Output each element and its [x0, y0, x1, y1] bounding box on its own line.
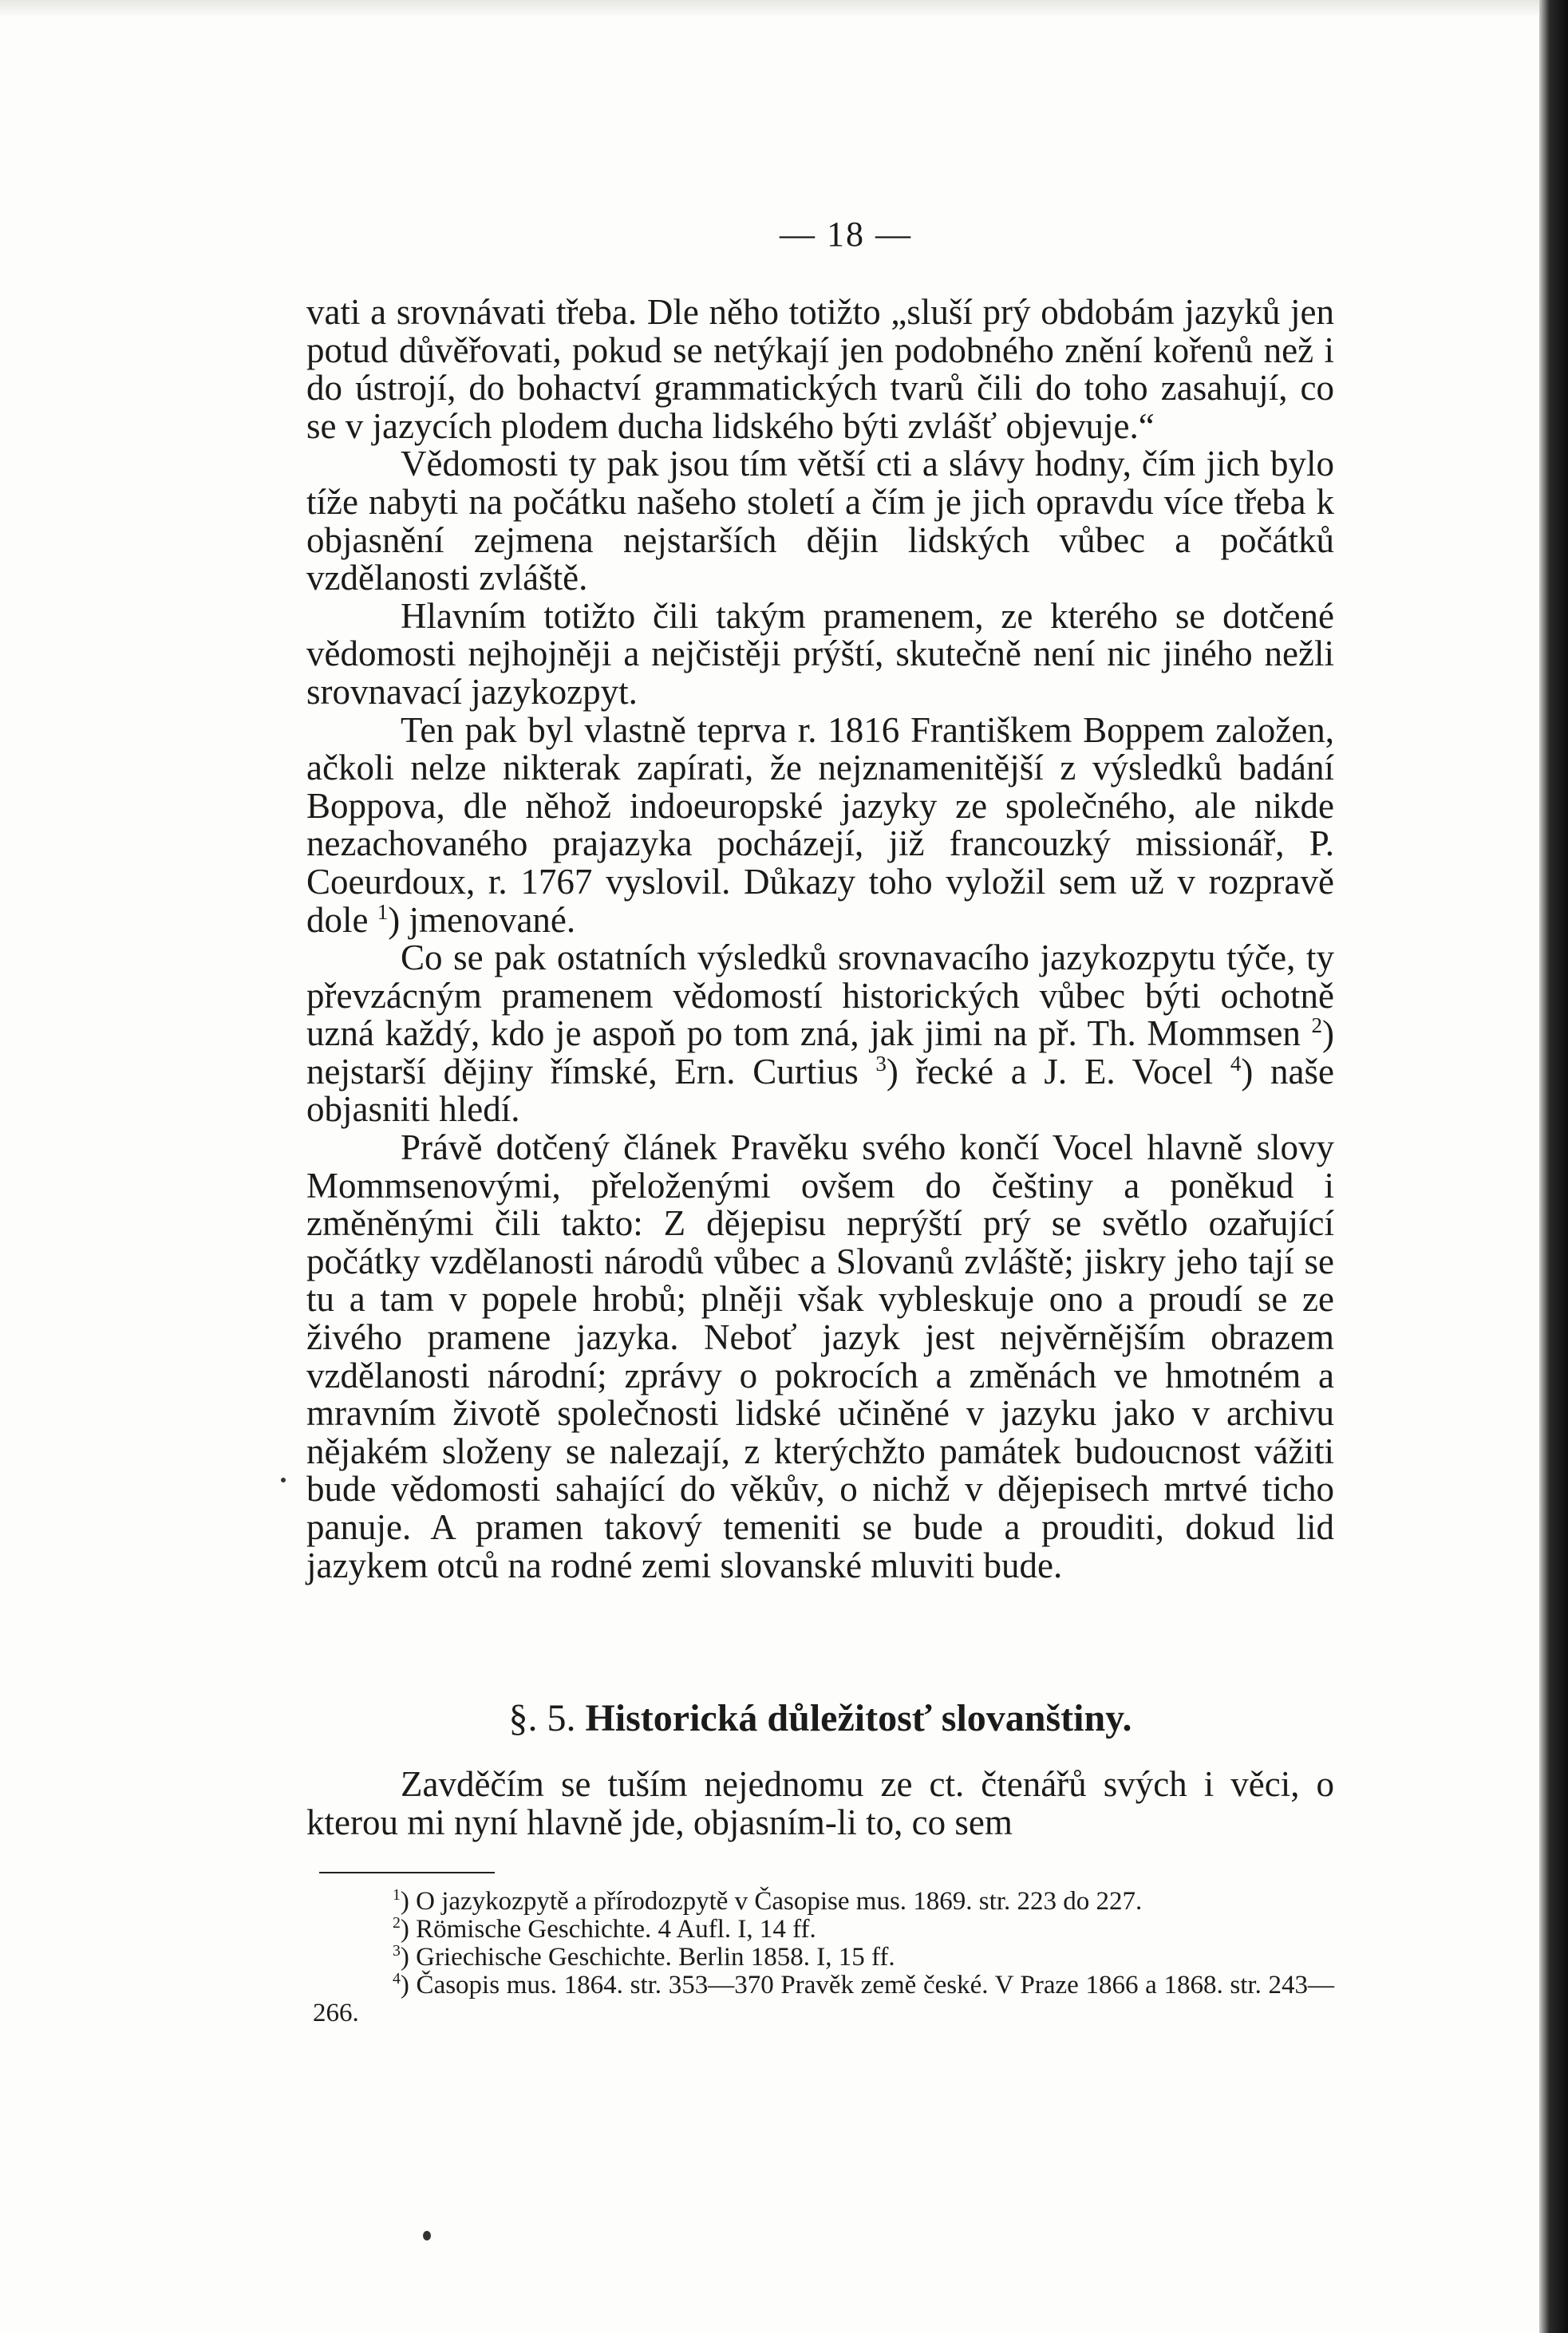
- footnote-ref-1: 1: [377, 899, 389, 924]
- footnote-2-text: ) Römische Geschichte. 4 Aufl. I, 14 ff.: [400, 1915, 816, 1944]
- section-title: Historická důležitosť slovanštiny.: [585, 1697, 1132, 1739]
- page-number: — 18 —: [780, 215, 912, 254]
- footnote-1-mark: 1: [393, 1886, 401, 1904]
- footnote-ref-3: 3: [875, 1051, 887, 1076]
- footnote-4: [313, 1972, 1334, 2027]
- footnote-1: [313, 1888, 1334, 1916]
- section-opening-text: [306, 1765, 1334, 1842]
- ink-spot: [423, 2231, 431, 2240]
- paragraph-5-text-c: ) řecké a J. E. Vocel: [886, 1051, 1214, 1091]
- paragraph-5-text: Co se pak ostatních výsledků srovnavacího jazykozpytu týče, ty převzácným pramenem vědomostí historických vůbec býti ochotně uzná každý, kdo je aspoň po tom zná, jak jimi na př. Th. Mommsen: [306, 938, 1334, 1054]
- paragraph-1: vati a srovnávati třeba. Dle něho totižto „sluší prý obdobám jazyků jen potud důvěřovati, pokud se netýkají jen podobného znění kořenů než i do ústrojí, do bohactví grammatických tvarů čili do toho zasahují, co se v jazycích plodem ducha lidského býti zvlášť objevuje.“: [306, 292, 1334, 446]
- footnote-3: [313, 1944, 1334, 1972]
- paragraph-2: Vědomosti ty pak jsou tím větší cti a slávy hodny, čím jich bylo tíže nabyti na počátku našeho století a čím je jich opravdu více třeba k objasnění zejmena nejstarších dějin lidských vůbec a počátků vzdělanosti zvláště.: [306, 444, 1334, 598]
- page-top-edge: [0, 0, 1568, 18]
- body-text: [306, 294, 1334, 1585]
- paragraph-6: Právě dotčený článek Pravěku svého končí Vocel hlavně slovy Mommsenovými, přeloženými ovšem do češtiny a poněkud i změněnými čili takto: Z dějepisu neprýští prý se světlo ozařující počátky vzdělanosti národů vůbec a Slovanů zvláště; jiskry jeho tají se tu a tam v popele hrobů; plněji však vybleskuje ono a proudí se ze živého pramene jazyka. Neboť jazyk jest nejvěrnějším obrazem vzdělanosti národní; zprávy o pokrocích a změnách ve hmotném a mravním životě společnosti lidské učiněné v jazyku jako v archivu nějakém složeny se nalezají, z kterýchžto památek budoucnost vážiti bude vědomosti sahající do věkův, o nichž v dějepisech mrtvé ticho panuje. A pramen takový temeniti se bude a prouditi, dokud lid jazykem otců na rodné zemi slovanské mluviti bude.: [306, 1127, 1334, 1585]
- paragraph-5: [306, 939, 1334, 1129]
- section-number: §. 5.: [508, 1697, 576, 1739]
- section-paragraph: Zavděčím se tuším nejednomu ze ct. čtenářů svých i věci, o kterou mi nyní hlavně jde, objasním-li to, co sem: [306, 1764, 1334, 1842]
- ink-spot: [281, 1478, 286, 1482]
- paragraph-5-text-d: ) naše objasniti hledí.: [306, 1051, 1334, 1130]
- footnotes: [313, 1888, 1334, 2027]
- footnote-2: [313, 1916, 1334, 1944]
- paragraph-4-text: Ten pak byl vlastně teprva r. 1816 Františkem Boppem založen, ačkoli nelze nikterak zapírati, že nejznamenitější z výsledků badání Boppova, dle něhož indoeuropské jazyky ze společného, ale nikde nezachovaného prajazyka pocházejí, již francouzký missionář, P. Coeurdoux, r. 1767 vyslovil. Důkazy toho vyložil sem už v rozpravě dole: [306, 709, 1334, 940]
- footnote-1-text: ) O jazykozpytě a přírodozpytě v Časopise mus. 1869. str. 223 do 227.: [400, 1887, 1143, 1916]
- paragraph-4-tail: ) jmenované.: [388, 899, 576, 940]
- footnote-3-text: ) Griechische Geschichte. Berlin 1858. I, 15 ff.: [400, 1943, 895, 1972]
- footnote-4-text: ) Časopis mus. 1864. str. 353—370 Pravěk země české. V Praze 1866 a 1868. str. 243—266.: [313, 1971, 1334, 2027]
- paragraph-3: Hlavním totižto čili takým pramenem, ze kterého se dotčené vědomosti nejhojněji a nejčistěji prýští, skutečně není nic jiného nežli srovnavací jazykozpyt.: [306, 595, 1334, 712]
- footnote-2-mark: 2: [393, 1914, 401, 1932]
- paragraph-4: [306, 709, 1334, 940]
- paragraph-5-text-b: ) nejstarší dějiny římské, Ern. Curtius: [306, 1013, 1335, 1091]
- footnote-ref-4: 4: [1230, 1051, 1242, 1076]
- section-heading: [306, 1696, 1334, 1741]
- page-binding-edge: [1539, 0, 1568, 2333]
- footnote-3-mark: 3: [393, 1942, 401, 1960]
- footnote-ref-2: 2: [1311, 1013, 1323, 1038]
- footnote-divider: [319, 1872, 495, 1873]
- footnote-4-mark: 4: [393, 1970, 401, 1988]
